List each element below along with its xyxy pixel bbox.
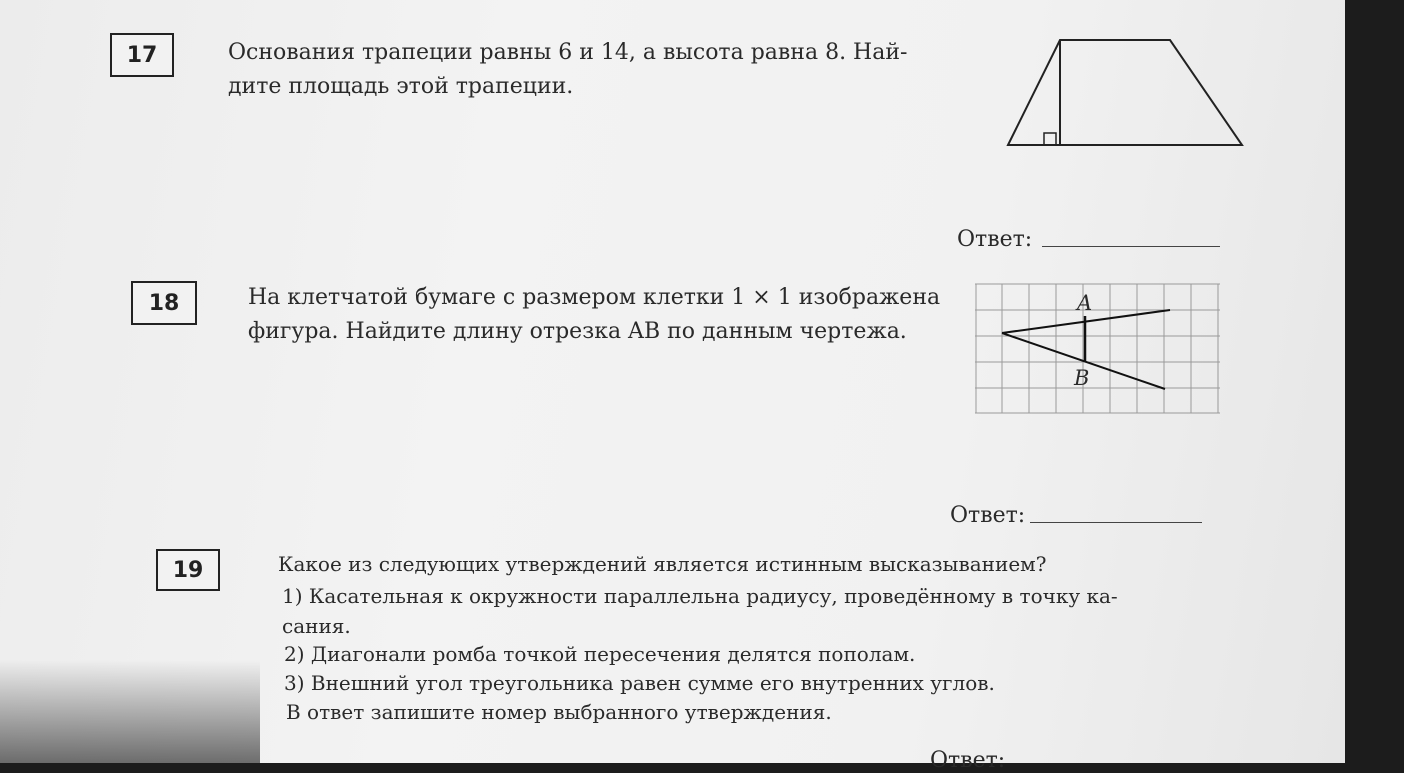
problem-18-line-2: фигура. Найдите длину отрезка AB по данным чертежа. <box>248 319 907 344</box>
problem-19-option-1-cont: сания. <box>282 614 351 638</box>
problem-17-answer-field[interactable] <box>1042 246 1220 247</box>
grid-figure <box>975 283 1225 416</box>
problem-18-line-1: На клетчатой бумаге с размером клетки 1 × 1 изображена <box>248 285 941 310</box>
point-b-label: B <box>1074 366 1090 390</box>
problem-17-line-2: дите площадь этой трапеции. <box>228 74 574 99</box>
problem-17-line-1: Основания трапеции равны 6 и 14, а высота равна 8. Най- <box>228 40 908 65</box>
point-a-label: A <box>1077 291 1093 315</box>
trapezoid-figure <box>1000 35 1250 153</box>
problem-17-answer-label: Ответ: <box>957 227 1033 252</box>
problem-19-answer-label: Ответ: <box>930 748 1006 773</box>
problem-18-answer-field[interactable] <box>1030 522 1202 523</box>
problem-17-number: 17 <box>110 33 174 77</box>
problem-19-question: Какое из следующих утверждений является истинным высказыванием? <box>278 552 1047 576</box>
problem-19-option-2: 2) Диагонали ромба точкой пересечения делятся пополам. <box>284 642 916 666</box>
right-angle-mark <box>1044 133 1056 145</box>
grid-lines <box>975 284 1220 413</box>
problem-19-option-1: 1) Касательная к окружности параллельна радиусу, проведённому в точку ка- <box>282 584 1118 608</box>
problem-19-option-3: 3) Внешний угол треугольника равен сумме его внутренних углов. <box>284 671 995 695</box>
problem-18-number: 18 <box>131 281 197 325</box>
problem-19-instruction: В ответ запишите номер выбранного утверждения. <box>286 700 832 724</box>
photo-shadow <box>0 660 260 763</box>
problem-18-answer-label: Ответ: <box>950 503 1026 528</box>
problem-19-number: 19 <box>156 549 220 591</box>
trapezoid-shape <box>1008 40 1242 145</box>
